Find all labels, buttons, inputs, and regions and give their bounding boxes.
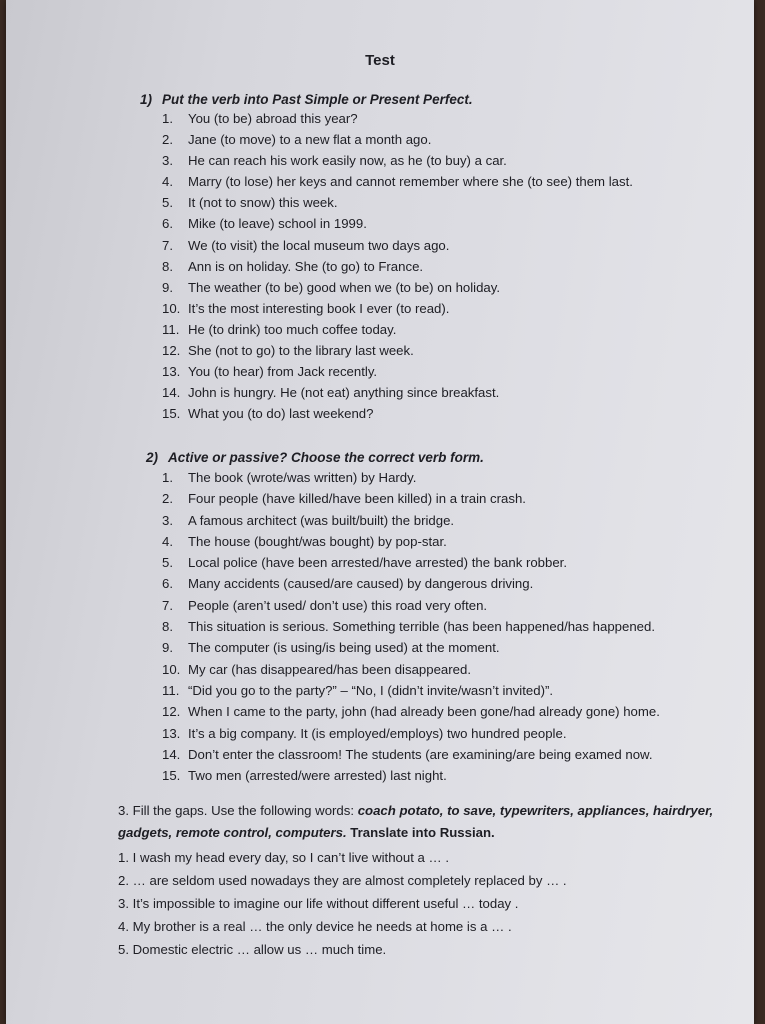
item-text: Jane (to move) to a new flat a month ago. <box>188 132 432 148</box>
list-item <box>162 298 633 319</box>
item-text: We (to visit) the local museum two days ago. <box>188 237 450 253</box>
item-number: 10. <box>162 661 181 677</box>
list-item: 3. It’s impossible to imagine our life without different useful … today . <box>118 896 519 911</box>
item-text: It (not to snow) this week. <box>188 195 338 211</box>
list-item <box>162 256 633 277</box>
item-number: 1. <box>162 470 173 485</box>
list-item <box>162 616 660 637</box>
item-number: 10. <box>162 300 181 316</box>
item-number: 7. <box>162 237 173 253</box>
item-number: 2. <box>162 132 173 148</box>
list-item <box>162 744 660 765</box>
list-item <box>162 659 660 680</box>
item-text: This situation is serious. Something terrible (has been happened/has happened. <box>188 619 655 635</box>
section3-intro-text: 3. Fill the gaps. Use the following words: <box>118 803 358 818</box>
section2-heading-text: Active or passive? Choose the correct verb form. <box>168 450 484 465</box>
section1-heading-text: Put the verb into Past Simple or Present Perfect. <box>162 92 473 107</box>
test-sheet <box>6 0 754 1024</box>
item-text: It’s a big company. It (is employed/employs) two hundred people. <box>188 725 567 741</box>
list-item <box>162 319 633 340</box>
list-item <box>162 403 633 424</box>
list-item <box>162 510 660 531</box>
list-item <box>162 680 660 701</box>
item-number: 9. <box>162 279 173 295</box>
list-item <box>162 192 633 213</box>
page-title: Test <box>365 52 395 69</box>
section1-list <box>162 108 633 424</box>
list-item <box>162 340 633 361</box>
list-item <box>162 235 633 256</box>
item-number: 7. <box>162 597 173 613</box>
item-text: Four people (have killed/have been killed) in a train crash. <box>188 491 526 507</box>
section3-instructions <box>118 800 718 844</box>
section1-number: 1) <box>140 92 153 107</box>
list-item <box>162 150 633 171</box>
list-item <box>162 723 660 744</box>
item-number: 3. <box>162 512 173 528</box>
item-number: 1. <box>162 111 173 126</box>
item-number: 11. <box>162 682 180 698</box>
item-text: A famous architect (was built/built) the bridge. <box>188 512 455 528</box>
item-number: 14. <box>162 746 181 762</box>
item-number: 11. <box>162 321 180 337</box>
item-text: It’s the most interesting book I ever (to read). <box>188 300 450 316</box>
item-text: He (to drink) too much coffee today. <box>188 321 397 337</box>
item-text: What you (to do) last weekend? <box>188 406 374 422</box>
item-number: 12. <box>162 704 181 720</box>
item-text: “Did you go to the party?” – “No, I (didn’t invite/wasn’t invited)”. <box>188 682 554 698</box>
item-text: Don’t enter the classroom! The students (are examining/are being examed now. <box>188 746 653 762</box>
list-item <box>162 277 633 298</box>
item-text: You (to hear) from Jack recently. <box>188 364 378 380</box>
item-number: 6. <box>162 216 173 232</box>
item-number: 14. <box>162 385 181 401</box>
list-item <box>162 108 633 129</box>
item-text: The computer (is using/is being used) at the moment. <box>188 640 500 656</box>
list-item <box>162 171 633 192</box>
section2-list <box>162 467 660 786</box>
list-item <box>162 637 660 658</box>
list-item <box>162 701 660 722</box>
list-item <box>162 382 633 403</box>
item-text: Two men (arrested/were arrested) last night. <box>188 768 447 784</box>
section2-number: 2) <box>146 450 159 465</box>
list-item <box>162 129 633 150</box>
item-number: 15. <box>162 406 181 422</box>
item-text: Local police (have been arrested/have arrested) the bank robber. <box>188 555 568 571</box>
item-number: 12. <box>162 343 181 359</box>
section1-heading <box>140 92 473 107</box>
item-number: 9. <box>162 640 173 656</box>
list-item <box>162 361 633 382</box>
list-item <box>162 467 660 488</box>
item-text: The book (wrote/was written) by Hardy. <box>188 470 417 485</box>
section3-translate-note: Translate into Russian. <box>350 825 495 840</box>
list-item <box>162 213 633 234</box>
item-number: 15. <box>162 768 181 784</box>
item-text: You (to be) abroad this year? <box>188 111 358 126</box>
list-item <box>162 552 660 573</box>
list-item: 2. … are seldom used nowadays they are almost completely replaced by … . <box>118 873 567 888</box>
item-number: 3. <box>162 153 173 169</box>
list-item: 5. Domestic electric … allow us … much time. <box>118 942 387 957</box>
item-number: 8. <box>162 258 173 274</box>
item-text: People (aren’t used/ don’t use) this road very often. <box>188 597 488 613</box>
section2-heading <box>146 450 484 465</box>
item-text: She (not to go) to the library last week. <box>188 343 414 359</box>
item-number: 8. <box>162 619 173 635</box>
list-item <box>162 488 660 509</box>
section3-list <box>118 846 567 961</box>
item-text: Mike (to leave) school in 1999. <box>188 216 367 232</box>
list-item <box>162 573 660 594</box>
item-text: Marry (to lose) her keys and cannot remember where she (to see) them last. <box>188 174 633 190</box>
list-item <box>162 595 660 616</box>
list-item: 4. My brother is a real … the only device he needs at home is a … . <box>118 919 512 934</box>
list-item <box>162 531 660 552</box>
item-text: He can reach his work easily now, as he (to buy) a car. <box>188 153 507 169</box>
item-text: Ann is on holiday. She (to go) to France. <box>188 258 424 274</box>
item-number: 4. <box>162 533 173 549</box>
section3-word-bank: coach potato, to save, typewriters, appliances, hairdryer, gadgets, remote control, computers. <box>118 803 714 840</box>
item-text: My car (has disappeared/has been disappeared. <box>188 661 471 677</box>
item-text: The weather (to be) good when we (to be) on holiday. <box>188 279 501 295</box>
list-item <box>162 765 660 786</box>
item-text: When I came to the party, john (had already been gone/had already gone) home. <box>188 704 660 720</box>
item-number: 5. <box>162 195 173 211</box>
item-text: The house (bought/was bought) by pop-star. <box>188 533 447 549</box>
item-number: 13. <box>162 725 181 741</box>
item-number: 5. <box>162 555 173 571</box>
item-number: 4. <box>162 174 173 190</box>
item-number: 2. <box>162 491 173 507</box>
item-number: 6. <box>162 576 173 592</box>
item-text: Many accidents (caused/are caused) by dangerous driving. <box>188 576 534 592</box>
list-item: 1. I wash my head every day, so I can’t live without a … . <box>118 850 450 865</box>
item-text: John is hungry. He (not eat) anything since breakfast. <box>188 385 500 401</box>
item-number: 13. <box>162 364 181 380</box>
